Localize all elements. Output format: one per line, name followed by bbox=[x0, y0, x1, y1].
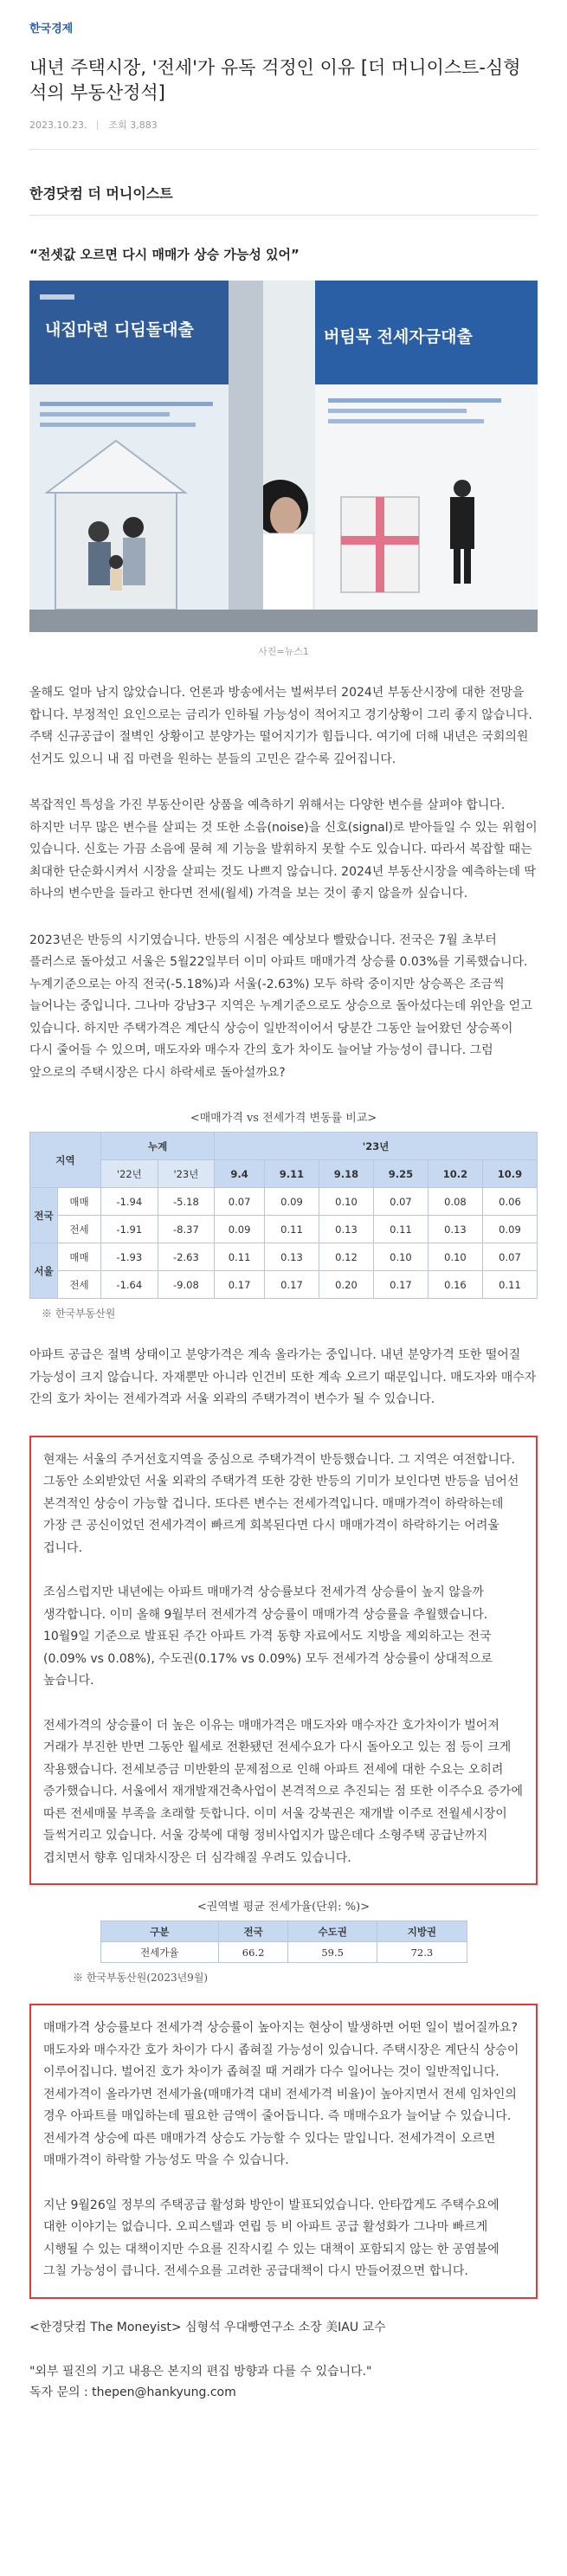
table-cell: 0.07 bbox=[482, 1243, 537, 1271]
table-cell: 0.13 bbox=[264, 1243, 319, 1271]
region-national: 전국 bbox=[30, 1188, 58, 1243]
row-kind: 전세 bbox=[58, 1216, 101, 1243]
table-cell: 0.17 bbox=[264, 1271, 319, 1299]
notice-line: "외부 필진의 기고 내용은 본지의 편집 방향과 다를 수 있습니다." bbox=[29, 2364, 372, 2379]
table-cell: 66.2 bbox=[219, 1942, 288, 1963]
table-cell: 0.12 bbox=[319, 1243, 373, 1271]
table-cell: 0.17 bbox=[373, 1271, 428, 1299]
table-cell: -1.93 bbox=[101, 1243, 158, 1271]
row-label: 전세가율 bbox=[100, 1942, 219, 1963]
subheader-cell: '22년 bbox=[101, 1160, 158, 1188]
editor-notice bbox=[29, 2361, 538, 2403]
header-cumulative: 누계 bbox=[101, 1133, 215, 1160]
table-header-row bbox=[100, 1921, 467, 1942]
header-divider bbox=[29, 149, 538, 150]
subheader-cell: 9.18 bbox=[319, 1160, 373, 1188]
header-cell: 전국 bbox=[219, 1921, 288, 1942]
table-row bbox=[30, 1188, 538, 1216]
table-cell: 0.06 bbox=[482, 1188, 537, 1216]
table-cell: -9.08 bbox=[158, 1271, 215, 1299]
body-paragraph: 올해도 얼마 남지 않았습니다. 언론과 방송에서는 벌써부터 2024년 부동산시장에 대한 전망을 합니다. 부정적인 요인으로는 금리가 인하될 가능성이 적어지고 경기상황이 그리 좋지 않습니다. 주택 신규공급이 절벽인 상황이고 분양가는 떨어지기가 힘듭니다. 여기에 더해 내년은 국회의원 선거도 있으니 내 집 마련을 원하는 분들의 고민은 갈수록 깊어집니다. bbox=[29, 686, 532, 766]
contact-line[interactable]: 독자 문의 : thepen@hankyung.com bbox=[29, 2385, 236, 2399]
jeonse-ratio-table bbox=[100, 1921, 467, 1963]
table-cell: 0.11 bbox=[482, 1271, 537, 1299]
row-kind: 매매 bbox=[58, 1188, 101, 1216]
table-row bbox=[30, 1243, 538, 1271]
region-seoul: 서울 bbox=[30, 1243, 58, 1299]
series-divider bbox=[29, 215, 538, 216]
table-cell: 0.13 bbox=[319, 1216, 373, 1243]
table-header-row bbox=[30, 1133, 538, 1160]
header-2023: '23년 bbox=[215, 1133, 538, 1160]
table-cell: 0.09 bbox=[264, 1188, 319, 1216]
subheader-cell: '23년 bbox=[158, 1160, 215, 1188]
table-cell: -2.63 bbox=[158, 1243, 215, 1271]
header-cell: 수도권 bbox=[288, 1921, 377, 1942]
box-paragraph: 지난 9월26일 정부의 주택공급 활성화 방안이 발표되었습니다. 안타깝게도 주택수요에 대한 이야기는 없습니다. 오피스텔과 연립 등 비 아파트 공급 활성화가 그나마 빠르게 시행될 수 있는 대책이지만 수요를 진작시킬 수 있는 대책이 포함되지 않는 한 공염불에 그칠 가능성이 큽니다. 전세수요를 고려한 공급대책이 다시 만들어졌으면 합니다. bbox=[43, 2198, 499, 2278]
view-count: 조회 3,883 bbox=[108, 119, 158, 131]
box-paragraph: 현재는 서울의 주거선호지역을 중심으로 주택가격이 반등했습니다. 그 지역은 여전합니다. 그동안 소외받았던 서울 외곽의 주택가격 또한 강한 반등의 기미가 보인다면 반등을 넘어선 본격적인 상승이 가능할 겁니다. 또다른 변수는 전세가격입니다. 매매가격이 하락하는데 가장 큰 공신이었던 전세가격이 빠르게 회복된다면 다시 매매가격이 하락하기는 어려울 겁니다. bbox=[43, 1452, 519, 1555]
row-kind: 전세 bbox=[58, 1271, 101, 1299]
meta-separator bbox=[97, 120, 98, 130]
table-cell: -1.64 bbox=[101, 1271, 158, 1299]
article-subhead: “전셋값 오르면 다시 매매가 상승 가능성 있어” bbox=[29, 247, 300, 262]
row-kind: 매매 bbox=[58, 1243, 101, 1271]
table-cell: 0.11 bbox=[215, 1243, 265, 1271]
subheader-cell: 9.4 bbox=[215, 1160, 265, 1188]
subheader-cell: 9.25 bbox=[373, 1160, 428, 1188]
box-paragraph: 전세가격의 상승률이 더 높은 이유는 매매가격은 매도자와 매수자간 호가차이가 벌어져 거래가 부진한 반면 그동안 월세로 전환됐던 전세수요가 다시 돌아오고 있는 점 등이 크게 작용했습니다. 전세보증금 미반환의 문제점으로 인해 아파트 전세에 대한 수요는 오히려 증가했습니다. 서울에서 재개발재건축사업이 본격적으로 추진되는 점 또한 이주수요 증가에 따른 전세매물 부족을 초래할 듯합니다. 이미 서울 강북권은 재개발 이주로 전월세시장이 들썩거리고 있습니다. 서울 강북에 대형 정비사업지가 많은데다 소형주택 공급난까지 겹치면서 향후 임대차시장은 더 심각해질 우려도 있습니다. bbox=[43, 1718, 523, 1865]
article-meta bbox=[29, 118, 538, 132]
table2-source: ※ 한국부동산원(2023년9월) bbox=[73, 1972, 209, 1984]
table-cell: 72.3 bbox=[377, 1942, 467, 1963]
table-cell: -5.18 bbox=[158, 1188, 215, 1216]
author-signature: <한경닷컴 The Moneyist> 심형석 우대빵연구소 소장 美IAU 교수 bbox=[29, 2320, 386, 2334]
table-cell: 0.07 bbox=[215, 1188, 265, 1216]
article-title: 내년 주택시장, '전세'가 유독 걱정인 이유 [더 머니이스트-심형석의 부동산정석] bbox=[29, 57, 521, 103]
sign-right-text: 버팀목 전세자금대출 bbox=[324, 327, 473, 346]
table-row bbox=[30, 1271, 538, 1299]
table-cell: 0.07 bbox=[373, 1188, 428, 1216]
table-cell: -1.91 bbox=[101, 1216, 158, 1243]
body-paragraph: 아파트 공급은 절벽 상태이고 분양가격은 계속 올라가는 중입니다. 내년 분양가격 또한 떨어질 가능성이 크지 않습니다. 자재뿐만 아니라 인건비 또한 계속 오르기 때문입니다. 매도자와 매수자 간의 호가 차이는 전세가격과 서울 외곽의 주택가격이 변수가 될 수 있습니다. bbox=[29, 1348, 537, 1406]
photo-caption: 사진=뉴스1 bbox=[258, 646, 309, 657]
article-body bbox=[0, 183, 567, 2403]
table-cell: 0.11 bbox=[373, 1216, 428, 1243]
table-cell: 0.20 bbox=[319, 1271, 373, 1299]
table2-title: <권역별 평균 전세가율(단위: %)> bbox=[197, 1901, 370, 1914]
table-cell: -8.37 bbox=[158, 1216, 215, 1243]
header-cell: 지방권 bbox=[377, 1921, 467, 1942]
table-row bbox=[100, 1942, 467, 1963]
series-title: 한경닷컴 더 머니이스트 bbox=[29, 185, 173, 202]
section-tag[interactable]: 한국경제 bbox=[29, 23, 74, 36]
sign-left-text: 내집마련 디딤돌대출 bbox=[45, 320, 194, 339]
table-cell: 0.16 bbox=[428, 1271, 482, 1299]
body-paragraph: 2023년은 반등의 시기였습니다. 반등의 시점은 예상보다 빨랐습니다. 전국은 7월 초부터 플러스로 돌아섰고 서울은 5월22일부터 이미 아파트 매매가격 상승률 0.03%를 기록했습니다. 누계기준으로는 아직 전국(-5.18%)과 서울(-2.63%) 모두 하락 중이지만 상승폭은 조금씩 늘어나는 중입니다. 그나마 강남3구 지역은 누계기준으로도 상승으로 돌아섰다는데 위안을 얻고 있습니다. 하지만 주택가격은 계단식 상승이 일반적이어서 당분간 그동안 늘어왔던 상승폭이 다시 줄어들 수 있으며, 매도자와 매수자 간의 호가 차이도 늘어날 가능성이 큽니다. 그럼 앞으로의 주택시장은 다시 하락세로 돌아설까요? bbox=[29, 933, 532, 1080]
table1-title: <매매가격 vs 전세가격 변동률 비교> bbox=[190, 1112, 377, 1125]
price-change-table bbox=[29, 1132, 538, 1299]
subheader-cell: 9.11 bbox=[264, 1160, 319, 1188]
table-cell: 0.11 bbox=[264, 1216, 319, 1243]
article-photo[interactable] bbox=[29, 281, 538, 632]
body-paragraph: 복잡적인 특성을 가진 부동산이란 상품을 예측하기 위해서는 다양한 변수를 살펴야 합니다. 하지만 너무 많은 변수를 살피는 것 또한 소음(noise)을 신호(signal)로 받아들일 수 있는 위험이 있습니다. 신호는 가끔 소음에 묻혀 제 기능을 발휘하지 못할 수도 있습니다. 따라서 복잡할 때는 최대한 단순화시켜서 시장을 살피는 것도 나쁘지 않습니다. 2024년 부동산시장을 예측하는데 딱 하나의 변수만을 들라고 한다면 전세(월세) 가격을 보는 것이 좋지 않을까 싶습니다. bbox=[29, 798, 538, 901]
table-cell: 0.17 bbox=[215, 1271, 265, 1299]
table-cell: 0.13 bbox=[428, 1216, 482, 1243]
box-paragraph: 매매가격 상승률보다 전세가격 상승률이 높아지는 현상이 발생하면 어떤 일이 벌어질까요? 매도자와 매수자간 호가 차이가 다시 좁혀질 가능성이 있습니다. 주택시장은 계단식 상승이 이루어집니다. 벌어진 호가 차이가 좁혀질 때 거래가 다수 일어나는 것이 일반적입니다. 전세가격이 올라가면 전세가율(매매가격 대비 전세가격 비율)이 높아지면서 전세 임차인의 경우 아파트를 매입하는데 필요한 금액이 줄어듭니다. 즉 매매수요가 늘어날 수 있습니다. 전세가격 상승에 따른 매매가격 상승도 가능할 수 있다는 말입니다. 전세가격이 오르면 매매가격이 하락할 가능성도 막을 수 있습니다. bbox=[43, 2021, 519, 2167]
table-subheader-row bbox=[30, 1160, 538, 1188]
highlight-box bbox=[29, 2004, 538, 2299]
table-cell: 0.10 bbox=[319, 1188, 373, 1216]
table-cell: 0.09 bbox=[482, 1216, 537, 1243]
table1-source: ※ 한국부동산원 bbox=[42, 1307, 116, 1320]
table-cell: 0.10 bbox=[428, 1243, 482, 1271]
table-row bbox=[30, 1216, 538, 1243]
table-cell: 0.09 bbox=[215, 1216, 265, 1243]
table-cell: 59.5 bbox=[288, 1942, 377, 1963]
header-cell: 구분 bbox=[100, 1921, 219, 1942]
publish-date: 2023.10.23. bbox=[29, 119, 87, 131]
subheader-cell: 10.2 bbox=[428, 1160, 482, 1188]
highlight-box bbox=[29, 1436, 538, 1886]
header-region: 지역 bbox=[30, 1133, 101, 1188]
box-paragraph: 조심스럽지만 내년에는 아파트 매매가격 상승률보다 전세가격 상승률이 높지 않을까 생각합니다. 이미 올해 9월부터 전세가격 상승률이 매매가격 상승률을 추월했습니다. 10월9일 기준으로 발표된 주간 아파트 가격 동향 자료에서도 지방을 제외하고는 전국(0.09% vs 0.08%), 수도권(0.17% vs 0.09%) 모두 전세가격 상승률이 상대적으로 높습니다. bbox=[43, 1585, 493, 1688]
table-cell: -1.94 bbox=[101, 1188, 158, 1216]
subheader-cell: 10.9 bbox=[482, 1160, 537, 1188]
article-header bbox=[0, 0, 567, 132]
table-cell: 0.08 bbox=[428, 1188, 482, 1216]
table-cell: 0.10 bbox=[373, 1243, 428, 1271]
